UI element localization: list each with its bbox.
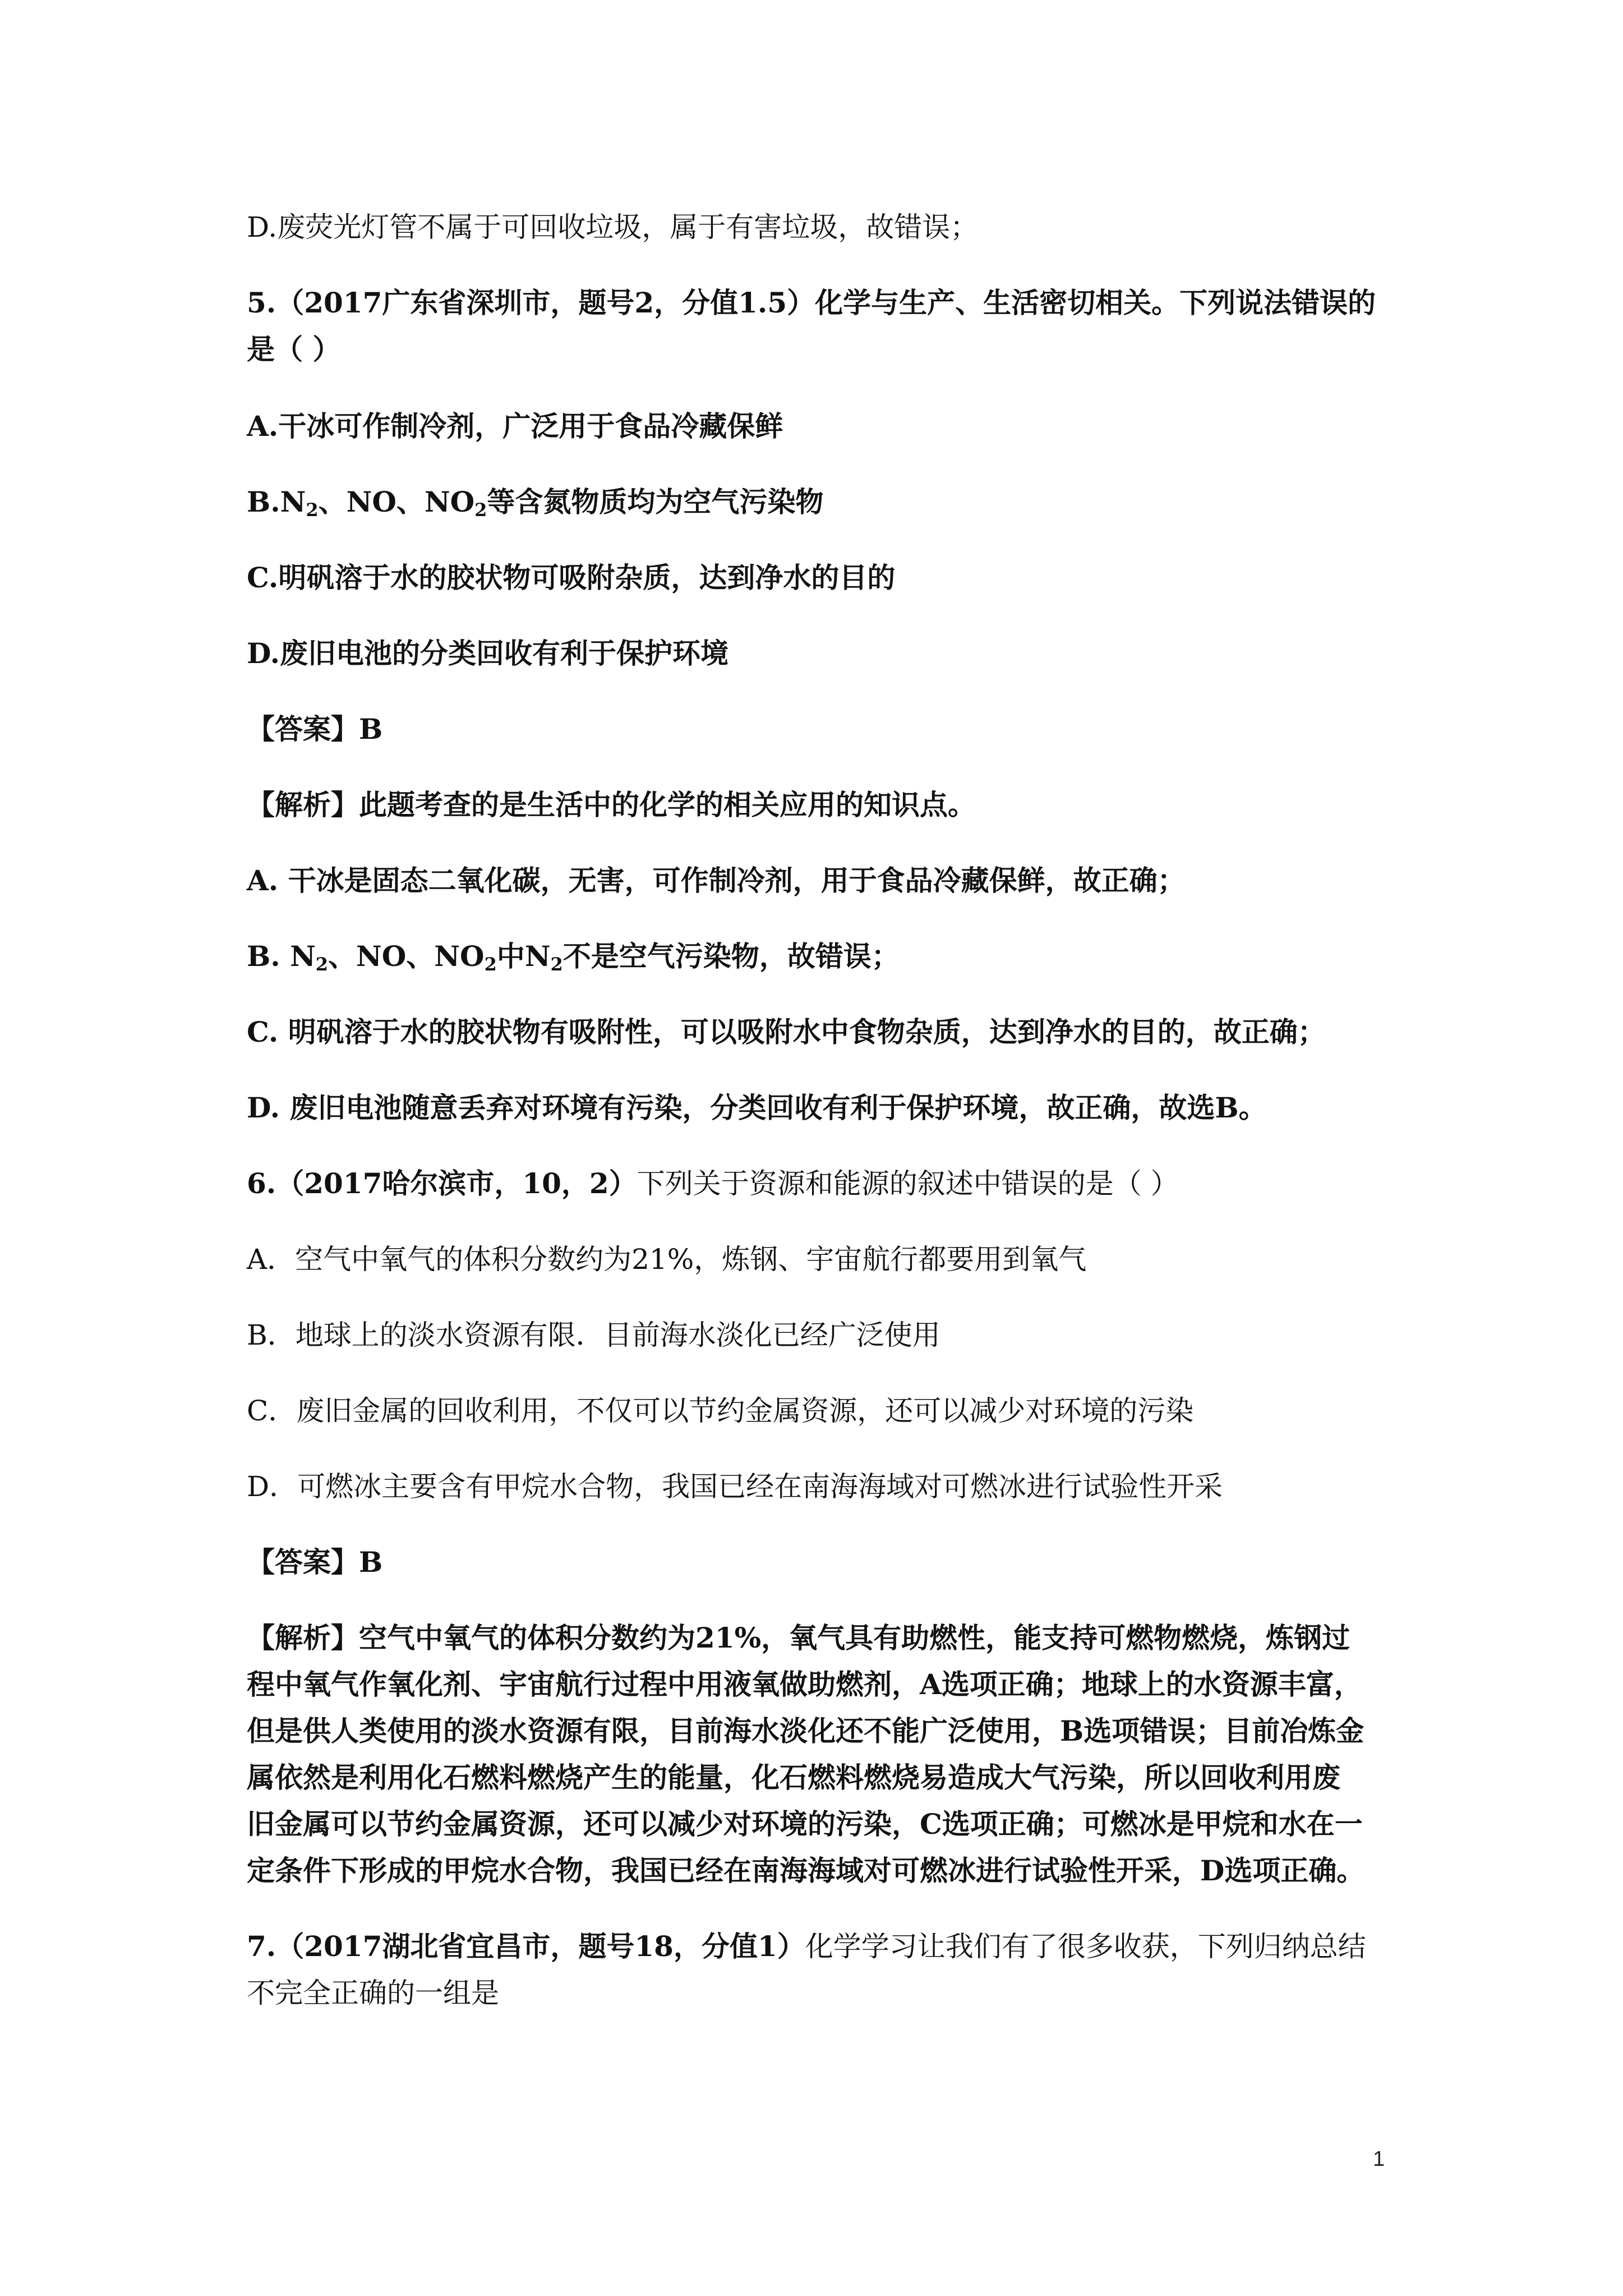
q7-stem-text: 化学学习让我们有了很多收获，下列归纳总结 — [805, 1930, 1366, 1963]
q6-stem-text: 下列关于资源和能源的叙述中错误的是（ ） — [637, 1167, 1179, 1200]
q5-option-d: D.废旧电池的分类回收有利于保护环境 — [247, 637, 728, 670]
q6-analysis-line-6: 定条件下形成的甲烷水合物，我国已经在南海海域对可燃冰进行试验性开采，D选项正确。 — [247, 1854, 1365, 1887]
q5-answer: 【答案】B — [247, 712, 383, 746]
subscript: 2 — [474, 499, 487, 521]
q5-option-a: A.干冰可作制冷剂，广泛用于食品冷藏保鲜 — [247, 409, 783, 443]
q5-explain-d: D. 废旧电池随意丢弃对环境有污染，分类回收有利于保护环境，故正确，故选B。 — [247, 1091, 1267, 1124]
q6-analysis-line-4: 属依然是利用化石燃料燃烧产生的能量，化石燃料燃烧易造成大气污染，所以回收利用废 — [247, 1761, 1340, 1794]
q6-analysis-line-5: 旧金属可以节约金属资源，还可以减少对环境的污染，C选项正确；可燃冰是甲烷和水在一 — [247, 1807, 1363, 1841]
q5-explain-b — [247, 937, 1396, 976]
q5-option-b-text: B.N — [247, 485, 306, 518]
prev-option-d: D.废荧光灯管不属于可回收垃圾，属于有害垃圾，故错误； — [247, 211, 979, 243]
q5-analysis: 【解析】此题考查的是生活中的化学的相关应用的知识点。 — [247, 788, 976, 821]
subscript: 2 — [550, 954, 563, 975]
q6-analysis-line-1: 【解析】空气中氧气的体积分数约为21%，氧气具有助燃性，能支持可燃物燃烧，炼钢过 — [247, 1621, 1350, 1654]
q5-explain-b-text: 、NO、NO — [328, 940, 485, 973]
q5-option-b-text: 、NO、NO — [318, 485, 475, 518]
q5-option-b — [247, 482, 1396, 522]
q6-answer: 【答案】B — [247, 1545, 383, 1579]
q6-option-b: B．地球上的淡水资源有限．目前海水淡化已经广泛使用 — [247, 1319, 940, 1351]
q7-stem-source: 7.（2017湖北省宜昌市，题号18，分值1） — [247, 1930, 805, 1963]
q5-explain-a: A. 干冰是固态二氧化碳，无害，可作制冷剂，用于食品冷藏保鲜，故正确； — [247, 864, 1186, 897]
q7-stem-line-2: 不完全正确的一组是 — [247, 1977, 499, 2009]
q6-option-c: C．废旧金属的回收利用，不仅可以节约金属资源，还可以减少对环境的污染 — [247, 1395, 1194, 1427]
q5-stem-line-2: 是（ ） — [247, 333, 341, 366]
q5-explain-b-text: 不是空气污染物，故错误； — [562, 940, 900, 973]
q5-explain-b-text: B. N — [247, 940, 316, 973]
q5-stem-line-1: 5.（2017广东省深圳市，题号2，分值1.5）化学与生产、生活密切相关。下列说法错误的 — [247, 286, 1376, 319]
q6-stem — [247, 1164, 1396, 1203]
q6-option-d: D．可燃冰主要含有甲烷水合物，我国已经在南海海域对可燃冰进行试验性开采 — [247, 1470, 1223, 1503]
q6-analysis-line-3: 但是供人类使用的淡水资源有限，目前海水淡化还不能广泛使用，B选项错误；目前冶炼金 — [247, 1714, 1364, 1747]
page-number: 1 — [1373, 2147, 1385, 2171]
q5-option-c: C.明矾溶于水的胶状物可吸附杂质，达到净水的目的 — [247, 561, 896, 594]
subscript: 2 — [484, 954, 497, 975]
q5-explain-c: C. 明矾溶于水的胶状物有吸附性，可以吸附水中食物杂质，达到净水的目的，故正确； — [247, 1015, 1326, 1048]
q5-option-b-text: 等含氮物质均为空气污染物 — [487, 485, 824, 518]
subscript: 2 — [306, 499, 319, 521]
q6-stem-source: 6.（2017哈尔滨市，10，2） — [247, 1167, 637, 1200]
q6-option-a: A．空气中氧气的体积分数约为21%，炼钢、宇宙航行都要用到氧气 — [247, 1243, 1087, 1276]
q5-explain-b-text: 中N — [496, 940, 551, 973]
q7-stem-line-1 — [247, 1927, 1396, 1966]
q6-analysis-line-2: 程中氧气作氧化剂、宇宙航行过程中用液氧做助燃剂，A选项正确；地球上的水资源丰富， — [247, 1668, 1362, 1701]
subscript: 2 — [315, 954, 329, 975]
